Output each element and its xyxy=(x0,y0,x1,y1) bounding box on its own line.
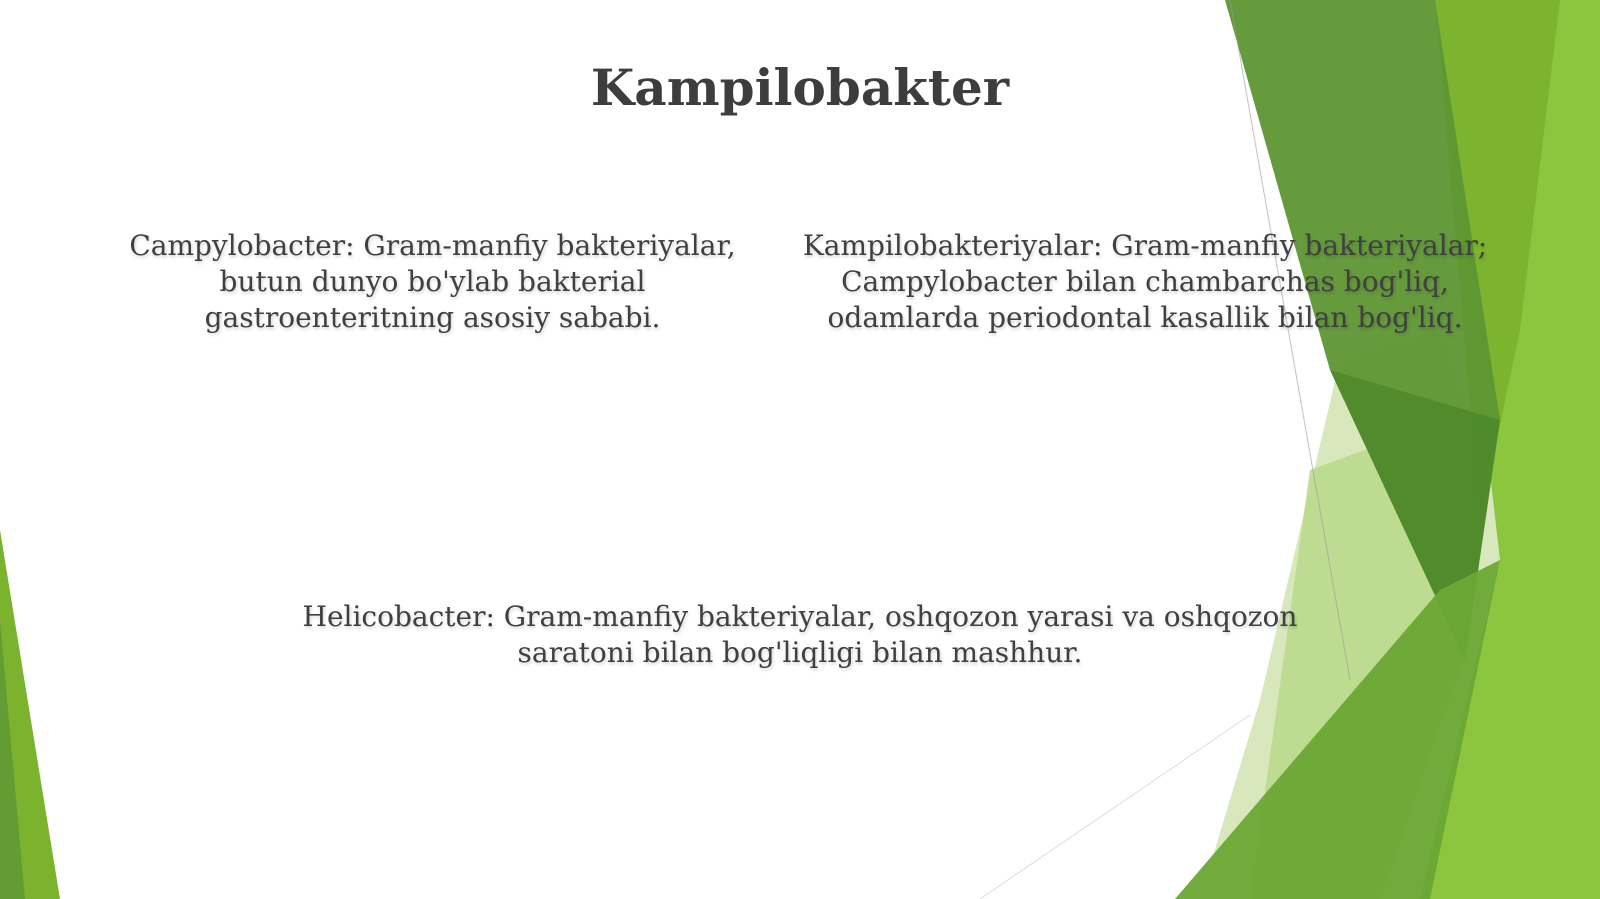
helicobacter-text: Helicobacter: Gram-manfiy bakteriyalar, oshqozon yarasi va oshqozon saratoni bilan bog'liqligi bilan mashhur. xyxy=(302,600,1298,669)
slide-title: Kampilobakter xyxy=(590,58,1010,117)
kampilobakteriyalar-text: Kampilobakteriyalar: Gram-manfiy bakteriyalar; Campylobacter bilan chambarchas bog'liq, odamlarda periodontal kasallik bilan bog'liq. xyxy=(802,229,1488,334)
campylobacter-text: Campylobacter: Gram-manfiy bakteriyalar, butun dunyo bo'ylab bakterial gastroenteritning asosiy sababi. xyxy=(129,229,736,334)
